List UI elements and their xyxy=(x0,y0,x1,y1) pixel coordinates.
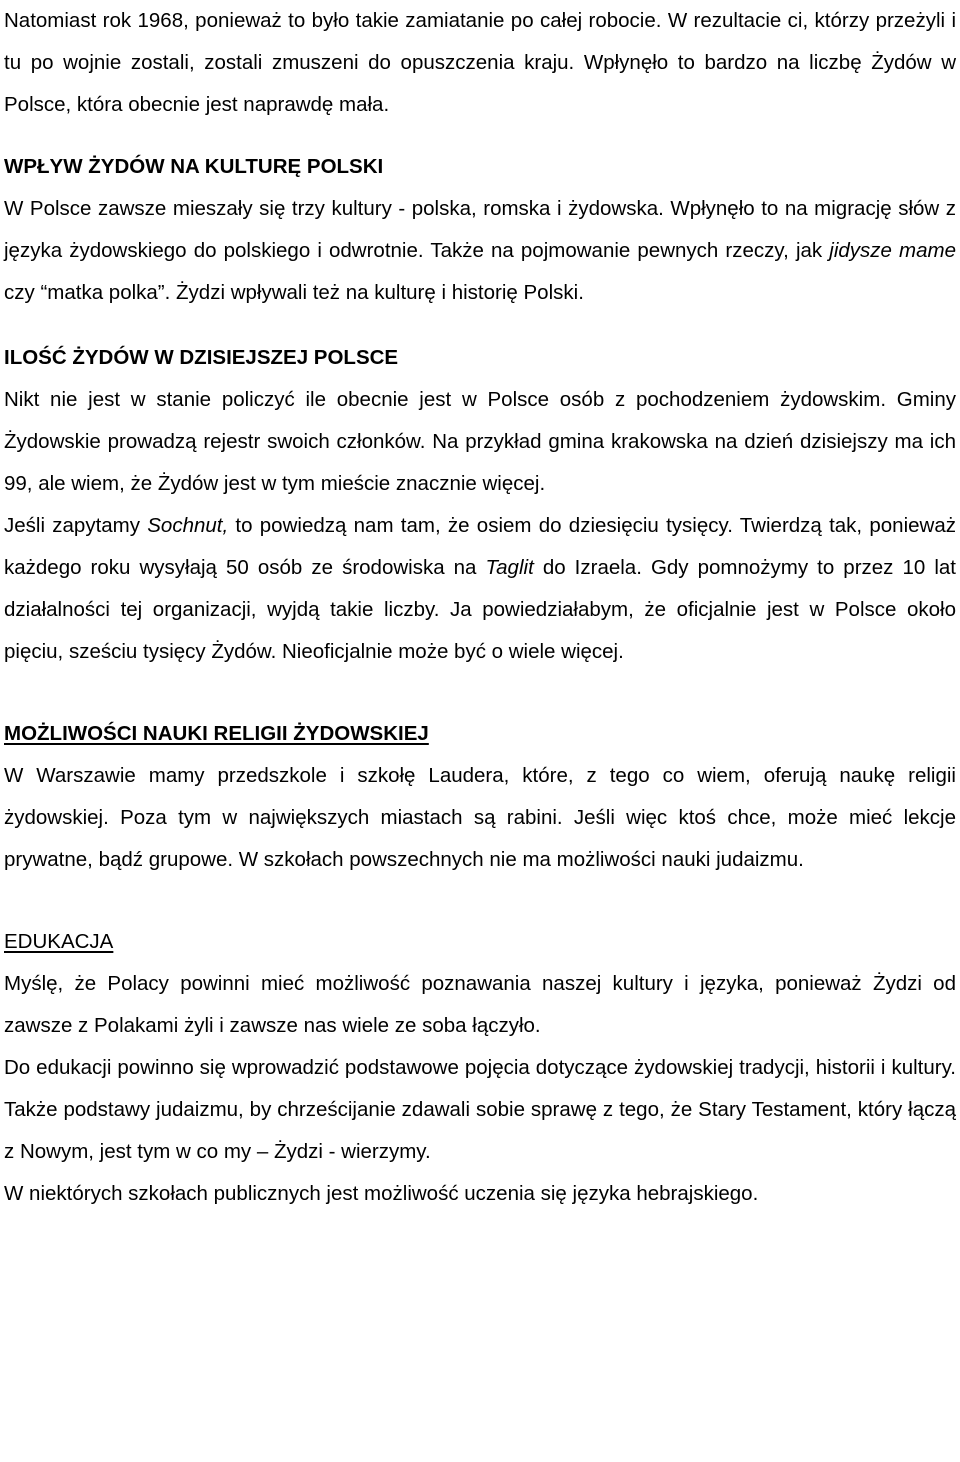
heading-education: EDUKACJA xyxy=(4,930,114,953)
count-paragraph-1: Nikt nie jest w stanie policzyć ile obecnie jest w Polsce osób z pochodzeniem żydowskim. Gminy Żydowskie prowadzą rejestr swoich członków. Na przykład gmina krakowska na dzień dzisiejszy ma ich 99, ale wiem, że Żydów jest w tym mieście znacznie więcej. xyxy=(4,388,956,495)
count-text-sochnut: Sochnut, xyxy=(147,514,229,537)
count-text-b: to powiedzą nam tam, że osiem do dziesięciu tysięcy. Twierdzą tak, ponieważ każdego roku wysyłają 50 osób ze środowiska na xyxy=(4,514,956,579)
heading-count: ILOŚĆ ŻYDÓW W DZISIEJSZEJ POLSCE xyxy=(4,346,399,369)
culture-text-b: czy “matka polka”. Żydzi wpływali też na kulturę i historię Polski. xyxy=(4,281,584,304)
education-paragraph-1: Myślę, że Polacy powinni mieć możliwość poznawania naszej kultury i języka, ponieważ Żydzi od zawsze z Polakami żyli i zawsze nas wiele ze soba łączyło. xyxy=(4,972,956,1037)
education-paragraph-2: Do edukacji powinno się wprowadzić podstawowe pojęcia dotyczące żydowskiej tradycji, historii i kultury. Także podstawy judaizmu, by chrześcijanie zdawali sobie sprawę z tego, że Stary Testament, który łączą z Nowym, jest tym w co my – Żydzi - wierzymy. xyxy=(4,1056,956,1163)
count-paragraph-2 xyxy=(4,505,956,673)
culture-text-a: W Polsce zawsze mieszały się trzy kultury - polska, romska i żydowska. Wpłynęło to na migrację słów z języka żydowskiego do polskiego i odwrotnie. Także na pojmowanie pewnych rzeczy, jak xyxy=(4,197,956,262)
culture-text-italic: jidysze mame xyxy=(829,239,956,262)
count-text-a: Jeśli zapytamy xyxy=(4,514,148,537)
heading-religion: MOŻLIWOŚCI NAUKI RELIGII ŻYDOWSKIEJ xyxy=(4,722,429,745)
heading-culture: WPŁYW ŻYDÓW NA KULTURĘ POLSKI xyxy=(4,155,384,178)
document-page xyxy=(4,0,956,1215)
religion-paragraph: W Warszawie mamy przedszkole i szkołę Laudera, które, z tego co wiem, oferują naukę religii żydowskiej. Poza tym w największych miastach są rabini. Jeśli więc ktoś chce, może mieć lekcje prywatne, bądź grupowe. W szkołach powszechnych nie ma możliwości nauki judaizmu. xyxy=(4,764,956,871)
intro-paragraph: Natomiast rok 1968, ponieważ to było takie zamiatanie po całej robocie. W rezultacie ci, którzy przeżyli i tu po wojnie zostali, zostali zmuszeni do opuszczenia kraju. Wpłynęło to bardzo na liczbę Żydów w Polsce, która obecnie jest naprawdę mała. xyxy=(4,9,956,116)
count-text-c: do Izraela. Gdy pomnożymy to przez 10 lat działalności tej organizacji, wyjdą takie liczby. Ja powiedziałabym, że oficjalnie jest w Polsce około pięciu, sześciu tysięcy Żydów. Nieoficjalnie może być o wiele więcej. xyxy=(4,556,956,663)
education-paragraph-3: W niektórych szkołach publicznych jest możliwość uczenia się języka hebrajskiego. xyxy=(4,1182,759,1205)
culture-paragraph xyxy=(4,188,956,314)
count-text-taglit: Taglit xyxy=(485,556,534,579)
